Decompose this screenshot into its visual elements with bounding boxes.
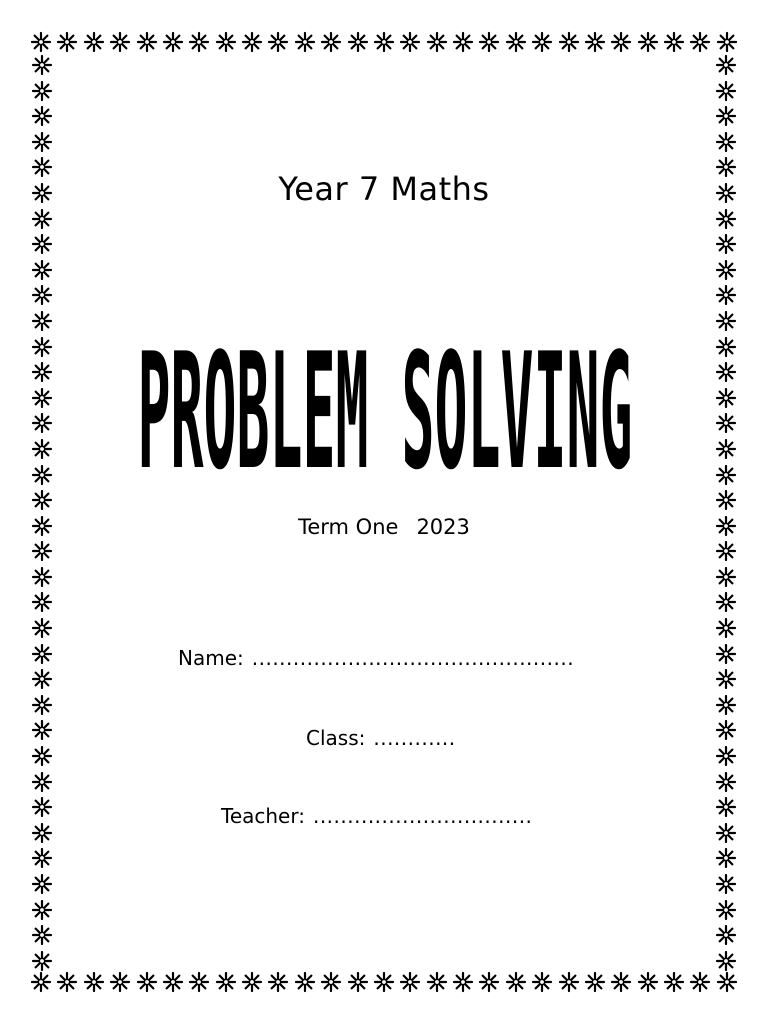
asterisk-flower-icon: [715, 387, 737, 409]
asterisk-flower-icon: [716, 31, 738, 53]
teacher-field: [221, 804, 532, 828]
asterisk-flower-icon: [478, 31, 500, 53]
asterisk-flower-icon: [347, 971, 369, 993]
asterisk-flower-icon: [162, 31, 184, 53]
asterisk-flower-icon: [136, 971, 158, 993]
asterisk-flower-icon: [31, 873, 53, 895]
asterisk-flower-icon: [689, 971, 711, 993]
asterisk-flower-icon: [31, 771, 53, 793]
term-line: [0, 515, 768, 539]
asterisk-flower-icon: [31, 694, 53, 716]
asterisk-flower-icon: [715, 745, 737, 767]
asterisk-flower-icon: [31, 131, 53, 153]
asterisk-flower-icon: [715, 643, 737, 665]
asterisk-flower-icon: [452, 31, 474, 53]
asterisk-flower-icon: [610, 31, 632, 53]
asterisk-flower-icon: [31, 719, 53, 741]
asterisk-flower-icon: [715, 284, 737, 306]
asterisk-flower-icon: [31, 591, 53, 613]
name-blank: ...............................................: [251, 646, 575, 670]
asterisk-flower-icon: [689, 31, 711, 53]
asterisk-flower-icon: [30, 971, 52, 993]
asterisk-flower-icon: [30, 31, 52, 53]
asterisk-flower-icon: [715, 822, 737, 844]
asterisk-flower-icon: [31, 54, 53, 76]
asterisk-flower-icon: [56, 971, 78, 993]
asterisk-flower-icon: [109, 31, 131, 53]
asterisk-flower-icon: [531, 971, 553, 993]
asterisk-flower-icon: [716, 971, 738, 993]
asterisk-flower-icon: [31, 617, 53, 639]
asterisk-flower-icon: [109, 971, 131, 993]
asterisk-flower-icon: [83, 971, 105, 993]
asterisk-flower-icon: [478, 971, 500, 993]
asterisk-flower-icon: [373, 31, 395, 53]
asterisk-flower-icon: [715, 924, 737, 946]
asterisk-flower-icon: [31, 336, 53, 358]
asterisk-flower-icon: [505, 31, 527, 53]
asterisk-flower-icon: [715, 208, 737, 230]
asterisk-flower-icon: [715, 464, 737, 486]
asterisk-flower-icon: [715, 540, 737, 562]
asterisk-flower-icon: [637, 31, 659, 53]
asterisk-flower-icon: [426, 31, 448, 53]
subtitle-year-maths: Year 7 Maths: [278, 170, 490, 208]
name-field: [178, 646, 574, 670]
asterisk-flower-icon: [715, 617, 737, 639]
asterisk-flower-icon: [715, 719, 737, 741]
asterisk-flower-icon: [31, 950, 53, 972]
asterisk-flower-icon: [584, 31, 606, 53]
asterisk-flower-icon: [347, 31, 369, 53]
term-year: 2023: [416, 515, 470, 539]
asterisk-flower-icon: [31, 412, 53, 434]
asterisk-flower-icon: [56, 31, 78, 53]
asterisk-flower-icon: [531, 31, 553, 53]
asterisk-flower-icon: [31, 489, 53, 511]
asterisk-flower-icon: [715, 438, 737, 460]
asterisk-flower-icon: [715, 796, 737, 818]
teacher-blank: ................................: [312, 804, 533, 828]
asterisk-flower-icon: [31, 310, 53, 332]
asterisk-flower-icon: [31, 284, 53, 306]
asterisk-flower-icon: [715, 54, 737, 76]
main-title: [130, 292, 640, 502]
asterisk-flower-icon: [188, 31, 210, 53]
asterisk-flower-icon: [715, 899, 737, 921]
asterisk-flower-icon: [715, 310, 737, 332]
asterisk-flower-icon: [715, 361, 737, 383]
class-blank: ............: [373, 726, 456, 750]
asterisk-flower-icon: [31, 464, 53, 486]
asterisk-flower-icon: [399, 971, 421, 993]
asterisk-flower-icon: [715, 105, 737, 127]
asterisk-flower-icon: [31, 643, 53, 665]
asterisk-flower-icon: [558, 971, 580, 993]
asterisk-flower-icon: [715, 412, 737, 434]
asterisk-flower-icon: [715, 489, 737, 511]
asterisk-flower-icon: [31, 899, 53, 921]
asterisk-flower-icon: [241, 971, 263, 993]
asterisk-flower-icon: [31, 80, 53, 102]
main-title-text: PROBLEM SOLVING: [137, 318, 633, 502]
asterisk-flower-icon: [215, 31, 237, 53]
term-label: Term One: [298, 515, 399, 539]
asterisk-flower-icon: [31, 540, 53, 562]
asterisk-flower-icon: [715, 566, 737, 588]
asterisk-flower-icon: [715, 336, 737, 358]
asterisk-flower-icon: [663, 971, 685, 993]
asterisk-flower-icon: [320, 31, 342, 53]
asterisk-flower-icon: [399, 31, 421, 53]
teacher-label: Teacher:: [221, 804, 305, 828]
asterisk-flower-icon: [584, 971, 606, 993]
asterisk-flower-icon: [637, 971, 659, 993]
asterisk-flower-icon: [320, 971, 342, 993]
asterisk-flower-icon: [715, 591, 737, 613]
asterisk-flower-icon: [31, 259, 53, 281]
asterisk-flower-icon: [505, 971, 527, 993]
asterisk-flower-icon: [663, 31, 685, 53]
asterisk-flower-icon: [558, 31, 580, 53]
main-title-wordart: [130, 292, 640, 502]
asterisk-flower-icon: [31, 208, 53, 230]
asterisk-flower-icon: [294, 31, 316, 53]
asterisk-flower-icon: [136, 31, 158, 53]
border-bottom: [30, 970, 738, 994]
class-field: [306, 726, 456, 750]
asterisk-flower-icon: [715, 668, 737, 690]
asterisk-flower-icon: [715, 771, 737, 793]
name-label: Name:: [178, 646, 244, 670]
asterisk-flower-icon: [715, 873, 737, 895]
asterisk-flower-icon: [215, 971, 237, 993]
asterisk-flower-icon: [83, 31, 105, 53]
asterisk-flower-icon: [31, 105, 53, 127]
asterisk-flower-icon: [267, 971, 289, 993]
asterisk-flower-icon: [715, 950, 737, 972]
asterisk-flower-icon: [31, 796, 53, 818]
asterisk-flower-icon: [31, 233, 53, 255]
asterisk-flower-icon: [715, 233, 737, 255]
asterisk-flower-icon: [426, 971, 448, 993]
asterisk-flower-icon: [241, 31, 263, 53]
class-label: Class:: [306, 726, 366, 750]
asterisk-flower-icon: [715, 847, 737, 869]
asterisk-flower-icon: [610, 971, 632, 993]
asterisk-flower-icon: [715, 259, 737, 281]
asterisk-flower-icon: [31, 924, 53, 946]
border-top: [30, 30, 738, 54]
asterisk-flower-icon: [31, 822, 53, 844]
asterisk-flower-icon: [31, 668, 53, 690]
asterisk-flower-icon: [294, 971, 316, 993]
asterisk-flower-icon: [267, 31, 289, 53]
asterisk-flower-icon: [715, 80, 737, 102]
asterisk-flower-icon: [373, 971, 395, 993]
asterisk-flower-icon: [452, 971, 474, 993]
asterisk-flower-icon: [31, 361, 53, 383]
asterisk-flower-icon: [715, 694, 737, 716]
asterisk-flower-icon: [31, 745, 53, 767]
asterisk-flower-icon: [31, 566, 53, 588]
asterisk-flower-icon: [31, 847, 53, 869]
asterisk-flower-icon: [715, 131, 737, 153]
asterisk-flower-icon: [31, 387, 53, 409]
asterisk-flower-icon: [162, 971, 184, 993]
asterisk-flower-icon: [31, 438, 53, 460]
asterisk-flower-icon: [188, 971, 210, 993]
